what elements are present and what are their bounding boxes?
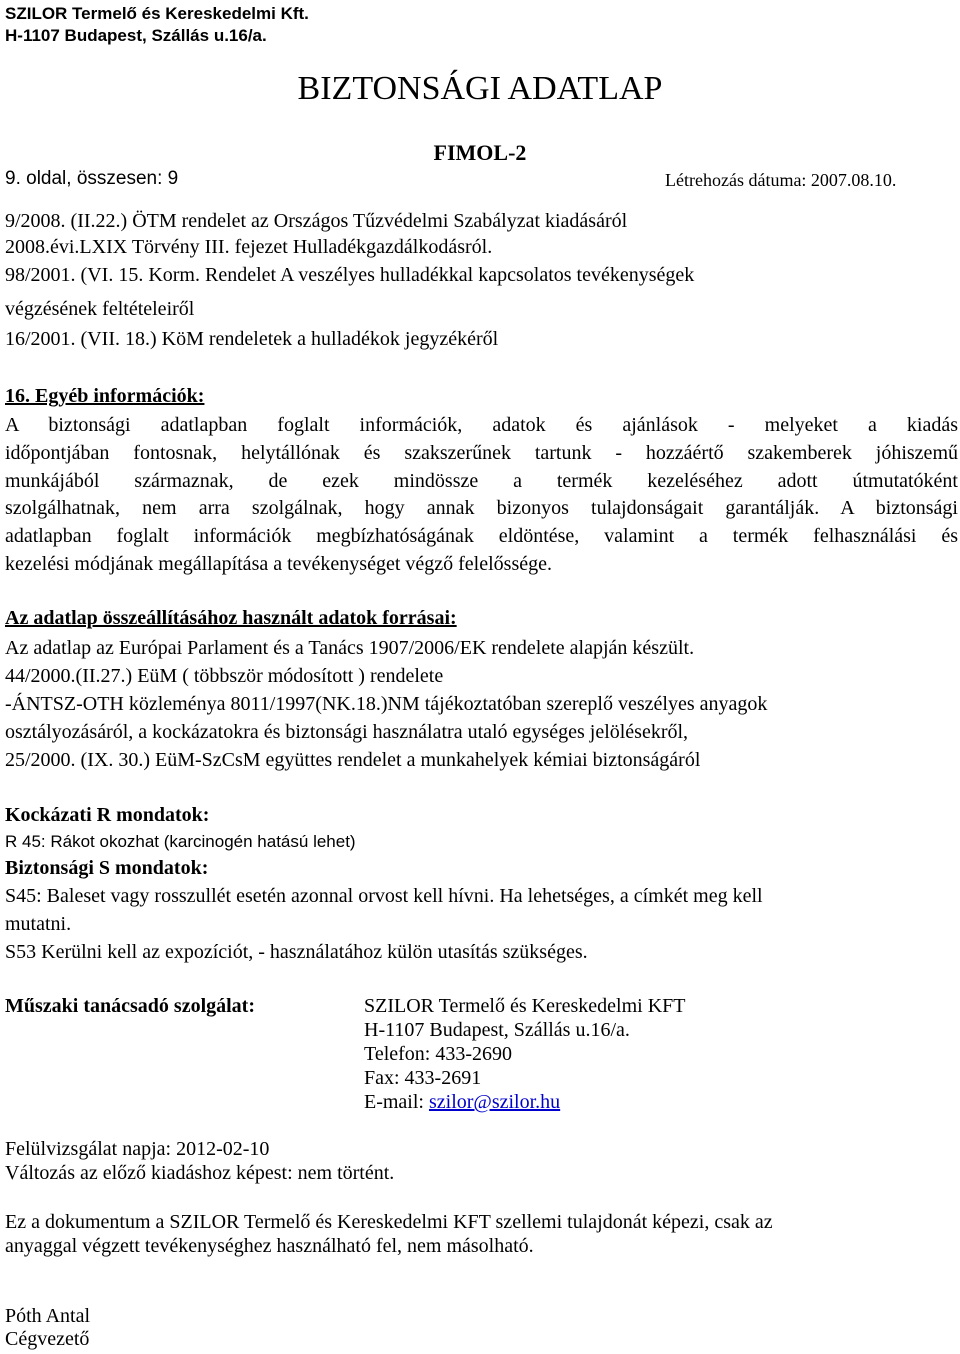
advisory-company: SZILOR Termelő és Kereskedelmi KFT bbox=[364, 995, 686, 1017]
sources-heading: Az adatlap összeállításához használt adatok forrásai: bbox=[5, 607, 457, 629]
document-title: BIZTONSÁGI ADATLAP bbox=[297, 70, 663, 107]
ownership-line: anyaggal végzett tevékenységhez használható fel, nem másolható. bbox=[5, 1235, 534, 1257]
signature-role: Cégvezető bbox=[5, 1328, 90, 1350]
source-line: osztályozásáról, a kockázatokra és biztonsági használatra utaló egységes jelölésekről, bbox=[5, 721, 689, 743]
paragraph-line: munkájából származnak, de ezek mindössze a termék kezeléséhez adott útmutatóként bbox=[5, 470, 958, 492]
email-link[interactable]: szilor@szilor.hu bbox=[428, 1091, 561, 1113]
signature-name: Póth Antal bbox=[5, 1305, 91, 1327]
safety-phrase-s53: S53 Kerülni kell az expozíciót, - használatához külön utasítás szükséges. bbox=[5, 941, 588, 963]
safety-heading: Biztonsági S mondatok: bbox=[5, 857, 209, 879]
paragraph-line: kezelési módjának megállapítása a tevékenységet végző felelőssége. bbox=[5, 553, 552, 575]
review-date: Felülvizsgálat napja: 2012-02-10 bbox=[5, 1138, 270, 1160]
paragraph-line: A biztonsági adatlapban foglalt információk, adatok és ajánlások - melyeket a kiadás bbox=[5, 414, 958, 436]
regulation-line: végzésének feltételeiről bbox=[5, 298, 195, 320]
safety-phrase-s45-cont: mutatni. bbox=[5, 913, 72, 935]
safety-phrase-s45: S45: Baleset vagy rosszullét esetén azonnal orvost kell hívni. Ha lehetséges, a címkét meg kell bbox=[5, 885, 763, 907]
company-name: SZILOR Termelő és Kereskedelmi Kft. bbox=[5, 4, 309, 23]
regulation-line: 2008.évi.LXIX Törvény III. fejezet Hulladékgazdálkodásról. bbox=[5, 236, 493, 258]
advisory-label: Műszaki tanácsadó szolgálat: bbox=[5, 995, 255, 1017]
review-changes: Változás az előző kiadáshoz képest: nem történt. bbox=[5, 1162, 395, 1184]
source-line: 44/2000.(II.27.) EüM ( többször módosított ) rendelete bbox=[5, 665, 444, 687]
risk-heading: Kockázati R mondatok: bbox=[5, 804, 210, 826]
advisory-phone: Telefon: 433-2690 bbox=[364, 1043, 513, 1065]
page-info: 9. oldal, összesen: 9 bbox=[5, 168, 179, 189]
advisory-email-row bbox=[364, 1091, 560, 1114]
creation-date: Létrehozás dátuma: 2007.08.10. bbox=[665, 170, 897, 190]
advisory-address: H-1107 Budapest, Szállás u.16/a. bbox=[364, 1019, 630, 1041]
company-address: H-1107 Budapest, Szállás u.16/a. bbox=[5, 26, 267, 45]
product-name: FIMOL-2 bbox=[433, 140, 527, 165]
source-line: 25/2000. (IX. 30.) EüM-SzCsM együttes rendelet a munkahelyek kémiai biztonságáról bbox=[5, 749, 701, 771]
section-16-heading: 16. Egyéb információk: bbox=[5, 385, 205, 407]
risk-phrase-r45: R 45: Rákot okozhat (karcinogén hatású lehet) bbox=[5, 832, 356, 851]
advisory-fax: Fax: 433-2691 bbox=[364, 1067, 482, 1089]
source-line: -ÁNTSZ-OTH közleménya 8011/1997(NK.18.)NM tájékoztatóban szereplő veszélyes anyagok bbox=[5, 693, 768, 715]
paragraph-line: szolgálhatnak, nem arra szolgálnak, hogy annak bizonyos tulajdonságait garantálják. A biztonsági bbox=[5, 497, 958, 519]
ownership-line: Ez a dokumentum a SZILOR Termelő és Kereskedelmi KFT szellemi tulajdonát képezi, csak az bbox=[5, 1211, 773, 1233]
source-line: Az adatlap az Európai Parlament és a Tanács 1907/2006/EK rendelete alapján készült. bbox=[5, 637, 695, 659]
email-label: E-mail: bbox=[364, 1091, 429, 1113]
paragraph-line: adatlapban foglalt információk megbízhatóságának eldöntése, valamint a termék felhasználási és bbox=[5, 525, 958, 547]
regulation-line: 9/2008. (II.22.) ÖTM rendelet az Országos Tűzvédelmi Szabályzat kiadásáról bbox=[5, 210, 628, 232]
regulation-line: 98/2001. (VI. 15. Korm. Rendelet A veszélyes hulladékkal kapcsolatos tevékenységek bbox=[5, 264, 695, 286]
paragraph-line: időpontjában fontosnak, helytállónak és szakszerűnek tartunk - hozzáértő szakemberek jóhiszemű bbox=[5, 442, 958, 464]
regulation-line: 16/2001. (VII. 18.) KöM rendeletek a hulladékok jegyzékéről bbox=[5, 328, 499, 350]
